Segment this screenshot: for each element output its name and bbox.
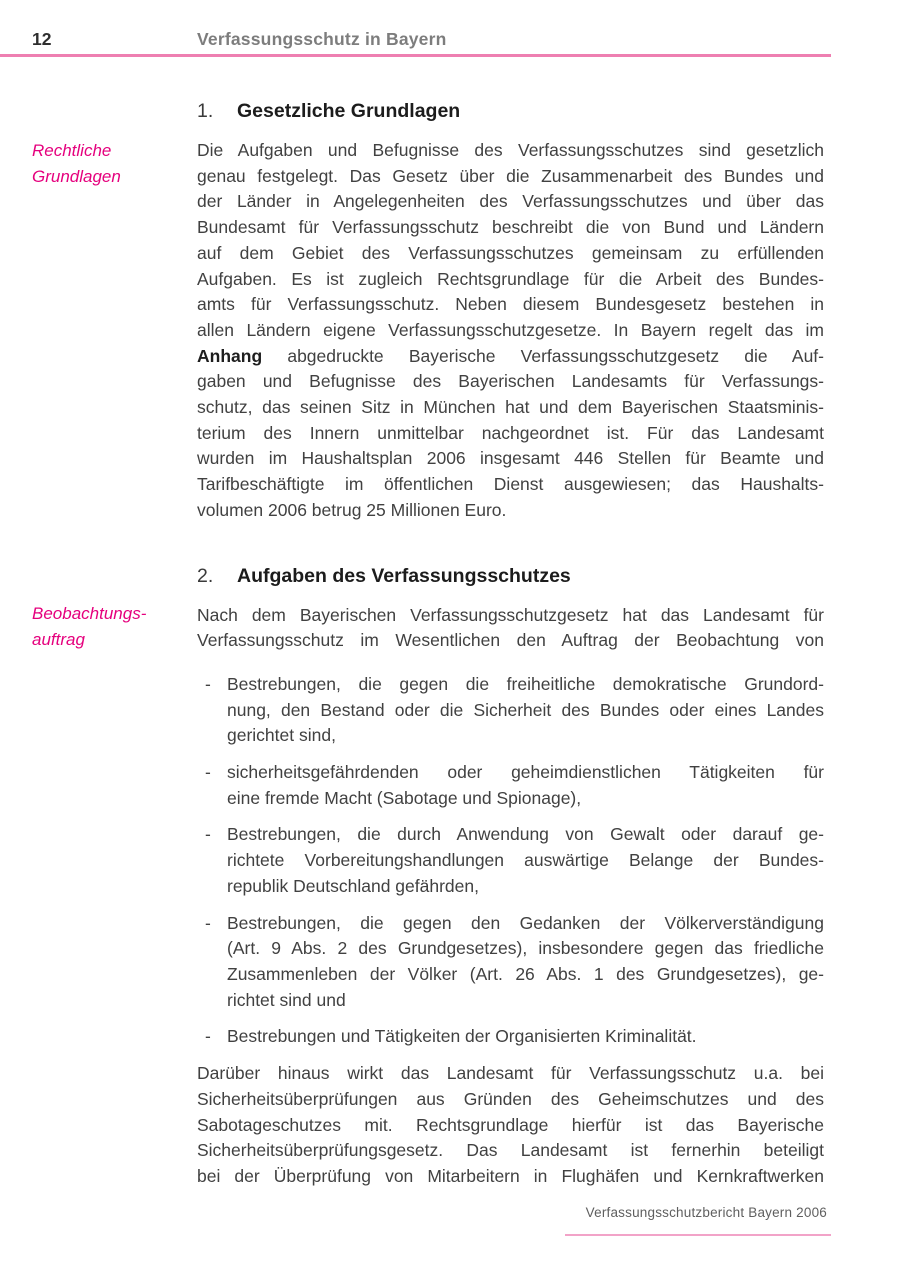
observation-bullet-list: [197, 672, 824, 1050]
bold-term: Anhang: [197, 345, 263, 366]
section-number: 1.: [197, 100, 214, 122]
text-line: allen Ländern eigene Verfassungsschutzgesetze. In Bayern regelt das im: [197, 319, 824, 340]
bullet-dash: -: [205, 824, 211, 845]
section-2-closing-paragraph: [197, 1061, 824, 1190]
bullet-dash: -: [205, 762, 211, 783]
text-line: Sicherheitsüberprüfungen aus Gründen des Geheimschutzes und des: [197, 1088, 824, 1109]
bullet-text: [227, 760, 824, 811]
body-column: [197, 99, 824, 1190]
text-line: Aufgaben. Es ist zugleich Rechtsgrundlage für die Arbeit des Bundes-: [197, 268, 824, 289]
text-line: amts für Verfassungsschutz. Neben diesem Bundesgesetz bestehen in: [197, 294, 824, 315]
margin-note-line: Rechtliche: [32, 141, 112, 160]
text-line: auf dem Gebiet des Verfassungsschutzes gemeinsam zu erfüllenden: [197, 242, 824, 263]
text-line: Bestrebungen, die durch Anwendung von Gewalt oder darauf ge-: [227, 824, 824, 845]
section-number: 2.: [197, 564, 214, 587]
margin-note-line: auftrag: [32, 630, 85, 649]
bullet-text: [227, 1024, 824, 1050]
bullet-text: [227, 911, 824, 1014]
bullet-dash: -: [205, 673, 211, 694]
text-line: Verfassungsschutz im Wesentlichen den Auftrag der Beobachtung von: [197, 630, 824, 651]
section-2-intro-paragraph: [197, 603, 824, 654]
bullet-dash: -: [205, 912, 211, 933]
text-line: (Art. 9 Abs. 2 des Grundgesetzes), insbesondere gegen das friedliche: [227, 938, 824, 959]
text-line: Anhang abgedruckte Bayerische Verfassungsschutzgesetz die Auf-: [197, 345, 824, 366]
text-line: eine fremde Macht (Sabotage und Spionage),: [227, 787, 582, 808]
section-1-heading: [197, 99, 824, 123]
text-line: nung, den Bestand oder die Sicherheit des Bundes oder eines Landes: [227, 699, 824, 720]
bullet-item: [197, 672, 824, 749]
bullet-text: [227, 822, 824, 899]
text-line: wurden im Haushaltsplan 2006 insgesamt 446 Stellen für Beamte und: [197, 448, 824, 469]
bullet-dash: -: [205, 1026, 211, 1047]
section-title: Aufgaben des Verfassungsschutzes: [237, 564, 571, 587]
bullet-item: [197, 760, 824, 811]
footer-rule: [565, 1234, 831, 1236]
text-line: volumen 2006 betrug 25 Millionen Euro.: [197, 499, 507, 520]
text-line: Bestrebungen, die gegen die freiheitliche demokratische Grundord-: [227, 673, 824, 694]
text-line: gerichtet sind,: [227, 725, 336, 746]
text-line: terium des Innern unmittelbar nachgeordnet ist. Für das Landesamt: [197, 422, 824, 443]
margin-note-rechtliche-grundlagen: [32, 138, 187, 190]
text-line: genau festgelegt. Das Gesetz über die Zusammenarbeit des Bundes und: [197, 165, 824, 186]
bullet-item: [197, 911, 824, 1014]
text-line: Zusammenleben der Völker (Art. 26 Abs. 1 des Grundgesetzes), ge-: [227, 963, 824, 984]
text-line: Bundesamt für Verfassungsschutz beschreibt die von Bund und Ländern: [197, 217, 824, 238]
text-line: sicherheitsgefährdenden oder geheimdienstlichen Tätigkeiten für: [227, 762, 824, 783]
text-line: Nach dem Bayerischen Verfassungsschutzgesetz hat das Landesamt für: [197, 604, 824, 625]
text-line: der Länder in Angelegenheiten des Verfassungsschutzes und über das: [197, 191, 824, 212]
bullet-item: [197, 1024, 824, 1050]
text-line: schutz, das seinen Sitz in München hat und dem Bayerischen Staatsminis-: [197, 397, 824, 418]
text-line: gaben und Befugnisse des Bayerischen Landesamts für Verfassungs-: [197, 371, 824, 392]
text-line: republik Deutschland gefährden,: [227, 875, 479, 896]
text-line: richtet sind und: [227, 989, 346, 1010]
margin-note-line: Grundlagen: [32, 167, 121, 186]
text-line: Die Aufgaben und Befugnisse des Verfassungsschutzes sind gesetzlich: [197, 140, 824, 160]
text-line: Sabotageschutzes mit. Rechtsgrundlage hierfür ist das Bayerische: [197, 1114, 824, 1135]
header-rule: [0, 54, 831, 57]
header-title: Verfassungsschutz in Bayern: [197, 29, 447, 49]
text-line: Sicherheitsüberprüfungsgesetz. Das Landesamt ist fernerhin beteiligt: [197, 1140, 824, 1161]
text-line: richtete Vorbereitungshandlungen auswärtige Belange der Bundes-: [227, 850, 824, 871]
section-2-heading: [197, 564, 824, 588]
bullet-item: [197, 822, 824, 899]
text-line: Bestrebungen, die gegen den Gedanken der Völkerverständigung: [227, 912, 824, 933]
footer-report-title: Verfassungsschutzbericht Bayern 2006: [585, 1205, 827, 1220]
text-line: Darüber hinaus wirkt das Landesamt für Verfassungsschutz u.a. bei: [197, 1063, 824, 1084]
margin-note-beobachtungsauftrag: [32, 601, 187, 653]
section-title: Gesetzliche Grundlagen: [237, 100, 461, 122]
page-number: 12: [32, 29, 52, 49]
text-line: bei der Überprüfung von Mitarbeitern in Flughäfen und Kernkraftwerken: [197, 1165, 824, 1186]
margin-note-line: Beobachtungs-: [32, 604, 147, 623]
bullet-text: [227, 672, 824, 749]
text-line: Tarifbeschäftigte im öffentlichen Dienst ausgewiesen; das Haushalts-: [197, 474, 824, 495]
section-1-paragraph: [197, 138, 824, 524]
text-line: Bestrebungen und Tätigkeiten der Organisierten Kriminalität.: [227, 1026, 697, 1047]
